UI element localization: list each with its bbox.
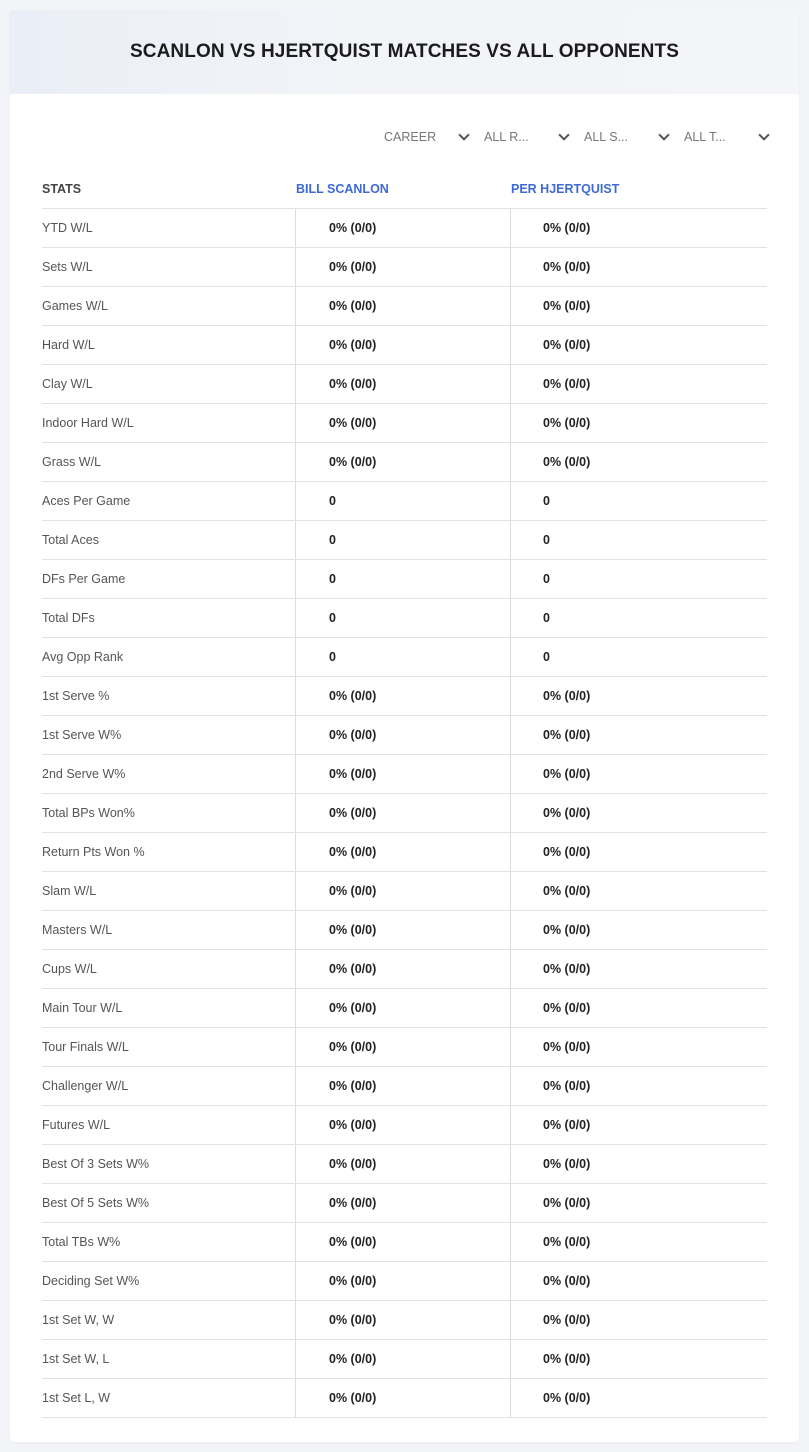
player1-value: 0% (0/0) (295, 326, 510, 364)
surface-filter[interactable] (578, 126, 678, 148)
player2-value: 0% (0/0) (510, 833, 767, 871)
player1-value: 0% (0/0) (295, 872, 510, 910)
stat-label: Masters W/L (42, 923, 113, 937)
player1-value: 0% (0/0) (295, 989, 510, 1027)
player2-value: 0 (510, 560, 767, 598)
player1-value: 0% (0/0) (295, 443, 510, 481)
stat-label: Hard W/L (42, 338, 95, 352)
filter-label: ALL T... (684, 130, 726, 144)
player1-link[interactable]: BILL SCANLON (296, 182, 389, 196)
player2-value: 0% (0/0) (510, 1262, 767, 1300)
stat-label: Aces Per Game (42, 494, 131, 508)
player2-value: 0 (510, 599, 767, 637)
stat-label: Indoor Hard W/L (42, 416, 134, 430)
player2-value: 0% (0/0) (510, 1379, 767, 1417)
stats-card (10, 10, 799, 1442)
player1-value: 0% (0/0) (295, 911, 510, 949)
player2-value: 0% (0/0) (510, 1106, 767, 1144)
chevron-down-icon (558, 129, 569, 140)
table-row (42, 1106, 767, 1145)
table-row (42, 872, 767, 911)
player1-value: 0% (0/0) (295, 755, 510, 793)
player2-value: 0% (0/0) (510, 404, 767, 442)
filter-label: CAREER (384, 130, 437, 144)
stat-label: Futures W/L (42, 1118, 111, 1132)
player1-value: 0 (295, 482, 510, 520)
table-row (42, 1145, 767, 1184)
table-row (42, 482, 767, 521)
table-row (42, 677, 767, 716)
player2-value: 0% (0/0) (510, 755, 767, 793)
stat-label: Avg Opp Rank (42, 650, 124, 664)
period-filter[interactable] (378, 126, 478, 148)
table-row (42, 950, 767, 989)
player1-value: 0% (0/0) (295, 1028, 510, 1066)
stat-label: Tour Finals W/L (42, 1040, 129, 1054)
player2-value: 0% (0/0) (510, 716, 767, 754)
stat-label: DFs Per Game (42, 572, 126, 586)
player2-value: 0% (0/0) (510, 326, 767, 364)
stat-label: Grass W/L (42, 455, 102, 469)
player2-value: 0% (0/0) (510, 443, 767, 481)
stat-label: Return Pts Won % (42, 845, 145, 859)
table-row (42, 911, 767, 950)
player1-value: 0 (295, 599, 510, 637)
player2-value: 0% (0/0) (510, 1301, 767, 1339)
table-row (42, 1184, 767, 1223)
player1-value: 0 (295, 638, 510, 676)
stat-label: Total BPs Won% (42, 806, 135, 820)
stat-label: Deciding Set W% (42, 1274, 140, 1288)
player1-value: 0% (0/0) (295, 1067, 510, 1105)
stat-label: 1st Set W, L (42, 1352, 110, 1366)
player2-link[interactable]: PER HJERTQUIST (511, 182, 620, 196)
player2-value: 0% (0/0) (510, 872, 767, 910)
table-row (42, 1028, 767, 1067)
filter-label: ALL R... (484, 130, 529, 144)
table-row (42, 404, 767, 443)
card-header (10, 10, 799, 94)
player2-value: 0% (0/0) (510, 677, 767, 715)
stat-label: 1st Serve % (42, 689, 110, 703)
stat-label: 2nd Serve W% (42, 767, 126, 781)
stat-label: Challenger W/L (42, 1079, 129, 1093)
stat-label: Total TBs W% (42, 1235, 121, 1249)
table-row (42, 1340, 767, 1379)
player2-value: 0% (0/0) (510, 989, 767, 1027)
table-row (42, 1379, 767, 1418)
player1-value: 0% (0/0) (295, 287, 510, 325)
player1-value: 0% (0/0) (295, 1184, 510, 1222)
stat-label: 1st Set W, W (42, 1313, 115, 1327)
round-filter[interactable] (478, 126, 578, 148)
chevron-down-icon (458, 129, 469, 140)
player2-value: 0% (0/0) (510, 911, 767, 949)
player2-value: 0% (0/0) (510, 209, 767, 247)
table-row (42, 638, 767, 677)
player2-value: 0% (0/0) (510, 1145, 767, 1183)
player1-value: 0% (0/0) (295, 1340, 510, 1378)
player2-value: 0% (0/0) (510, 950, 767, 988)
stat-label: 1st Serve W% (42, 728, 122, 742)
player1-value: 0% (0/0) (295, 833, 510, 871)
table-row (42, 1067, 767, 1106)
player2-value: 0% (0/0) (510, 287, 767, 325)
player1-value: 0% (0/0) (295, 404, 510, 442)
stats-table (42, 170, 767, 1418)
player2-value: 0 (510, 482, 767, 520)
table-row (42, 521, 767, 560)
table-header (42, 170, 767, 209)
table-row (42, 716, 767, 755)
player2-value: 0 (510, 638, 767, 676)
chevron-down-icon (758, 129, 769, 140)
table-row (42, 365, 767, 404)
stat-label: Cups W/L (42, 962, 97, 976)
filter-bar (378, 126, 778, 148)
player1-value: 0 (295, 560, 510, 598)
table-row (42, 443, 767, 482)
player1-value: 0 (295, 521, 510, 559)
player1-value: 0% (0/0) (295, 677, 510, 715)
player1-value: 0% (0/0) (295, 1301, 510, 1339)
stat-label: Total Aces (42, 533, 99, 547)
stat-label: Clay W/L (42, 377, 93, 391)
player2-value: 0% (0/0) (510, 1223, 767, 1261)
stat-label: Games W/L (42, 299, 108, 313)
table-row (42, 209, 767, 248)
table-body (42, 209, 767, 1418)
player1-value: 0% (0/0) (295, 1145, 510, 1183)
table-row (42, 1301, 767, 1340)
player1-value: 0% (0/0) (295, 1106, 510, 1144)
player1-value: 0% (0/0) (295, 248, 510, 286)
stat-label: Sets W/L (42, 260, 93, 274)
player1-value: 0% (0/0) (295, 950, 510, 988)
table-row (42, 287, 767, 326)
player2-value: 0 (510, 521, 767, 559)
table-row (42, 833, 767, 872)
player1-value: 0% (0/0) (295, 716, 510, 754)
filter-label: ALL S... (584, 130, 629, 144)
player2-value: 0% (0/0) (510, 794, 767, 832)
player2-value: 0% (0/0) (510, 1067, 767, 1105)
player2-value: 0% (0/0) (510, 248, 767, 286)
player1-value: 0% (0/0) (295, 1262, 510, 1300)
table-row (42, 755, 767, 794)
table-row (42, 989, 767, 1028)
player1-value: 0% (0/0) (295, 794, 510, 832)
stat-label: Slam W/L (42, 884, 97, 898)
table-row (42, 599, 767, 638)
stat-label: Total DFs (42, 611, 95, 625)
stat-label: YTD W/L (42, 221, 93, 235)
player1-value: 0% (0/0) (295, 1379, 510, 1417)
table-row (42, 560, 767, 599)
stat-label: Main Tour W/L (42, 1001, 123, 1015)
tournament-filter[interactable] (678, 126, 778, 148)
player1-value: 0% (0/0) (295, 209, 510, 247)
stat-label: Best Of 5 Sets W% (42, 1196, 149, 1210)
table-row (42, 794, 767, 833)
player2-value: 0% (0/0) (510, 1340, 767, 1378)
player2-value: 0% (0/0) (510, 1184, 767, 1222)
stat-label: 1st Set L, W (42, 1391, 111, 1405)
player1-value: 0% (0/0) (295, 365, 510, 403)
page-title: SCANLON VS HJERTQUIST MATCHES VS ALL OPPONENTS (130, 41, 679, 62)
table-row (42, 1262, 767, 1301)
stats-column-header: STATS (42, 182, 82, 196)
table-row (42, 1223, 767, 1262)
player2-value: 0% (0/0) (510, 1028, 767, 1066)
table-row (42, 248, 767, 287)
chevron-down-icon (658, 129, 669, 140)
stat-label: Best Of 3 Sets W% (42, 1157, 149, 1171)
player1-value: 0% (0/0) (295, 1223, 510, 1261)
player2-value: 0% (0/0) (510, 365, 767, 403)
table-row (42, 326, 767, 365)
